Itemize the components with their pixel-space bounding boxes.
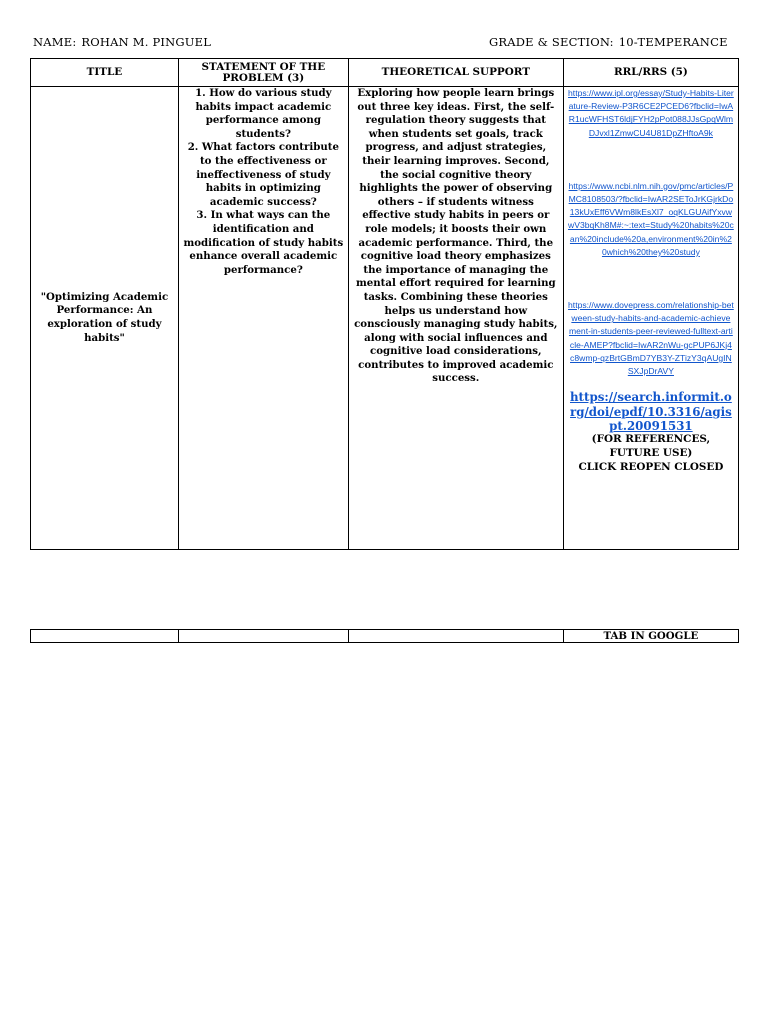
- grade-section-line: [489, 35, 728, 49]
- column-header-theory: THEORETICAL SUPPORT: [348, 59, 563, 87]
- continuation-table: [30, 629, 739, 643]
- tab-in-google-text: TAB IN GOOGLE: [563, 630, 738, 643]
- column-header-title: TITLE: [31, 59, 179, 87]
- problem-statement-3: 3. In what ways can the identification and modification of study habits enhance overall academic performance?: [183, 209, 344, 276]
- rrl-note-references: (FOR REFERENCES, FUTURE USE): [591, 433, 711, 460]
- student-name-line: [33, 35, 211, 49]
- problem-statement-1: 1. How do various study habits impact academic performance among students?: [195, 87, 332, 140]
- rrl-link-ncbi[interactable]: https://www.ncbi.nlm.nih.gov/pmc/articles/PMC8108503/?fbclid=IwAR2SEToJrKGjrkDo13kUxEff6VWm8lkEsXl7_oqKLGUAifYxvwwV3bqKh8M#:~:text=Study%20habits%20can%20include%20a,environment%20in%20which%20they%20study: [568, 180, 734, 257]
- rrl-link-ipl[interactable]: https://www.ipl.org/essay/Study-Habits-Literature-Review-P3R6CE2PCED6?fbclid=IwAR1ucWFHST6ldjFYH2pPot088JJsGpqWlmDJvxl1ZmwCU4U81DpZHftoA9k: [568, 88, 734, 138]
- empty-cell: [31, 630, 179, 643]
- rrl-link-dovepress[interactable]: https://www.dovepress.com/relationship-between-study-habits-and-academic-achievement-in-students-peer-reviewed-fulltext-article-AMEP?fbclid=IwAR2nWu-gcPUP6JKj4c8wmp-qzBrtGBmD7YB3Y-ZTizY3qAUgINSXJpDrAVY: [568, 300, 734, 377]
- problem-statement-2: 2. What factors contribute to the effectiveness or ineffectiveness of study habits in optimizing academic success?: [187, 141, 339, 208]
- theoretical-support-text: Exploring how people learn brings out three key ideas. First, the self-regulation theory suggests that when students set goals, track progress, and adjust strategies, their learning improves. Second, the social cognitive theory highlights the power of observing others – if students witness effective study habits in peers or role models; it boosts their own academic performance. Third, the cognitive load theory emphasizes the importance of managing the mental effort required for learning tasks. Combining these theories helps us understand how consciously managing study habits, along with social influences and cognitive load considerations, contributes to improved academic success.: [348, 87, 563, 550]
- column-header-rrl: RRL/RRS (5): [563, 59, 738, 87]
- rrl-link-informit[interactable]: https://search.informit.org/doi/epdf/10.3316/agispt.20091531: [569, 390, 732, 434]
- research-matrix-table: [30, 58, 739, 550]
- name-label: NAME:: [33, 35, 77, 49]
- table-header-row: [31, 59, 739, 87]
- statement-of-problem-cell: [178, 87, 348, 550]
- table-row: [31, 87, 739, 550]
- research-title: "Optimizing Academic Performance: An exploration of study habits": [31, 87, 179, 550]
- column-header-statement: STATEMENT OF THE PROBLEM (3): [178, 59, 348, 87]
- grade-section-value: 10-TEMPERANCE: [618, 35, 728, 49]
- grade-section-label: GRADE & SECTION:: [489, 35, 614, 49]
- empty-cell: [348, 630, 563, 643]
- student-name: ROHAN M. PINGUEL: [81, 35, 212, 49]
- rrl-note-reopen: CLICK REOPEN CLOSED: [578, 460, 724, 473]
- table-row: [31, 630, 739, 643]
- empty-cell: [178, 630, 348, 643]
- rrl-cell: [563, 87, 738, 550]
